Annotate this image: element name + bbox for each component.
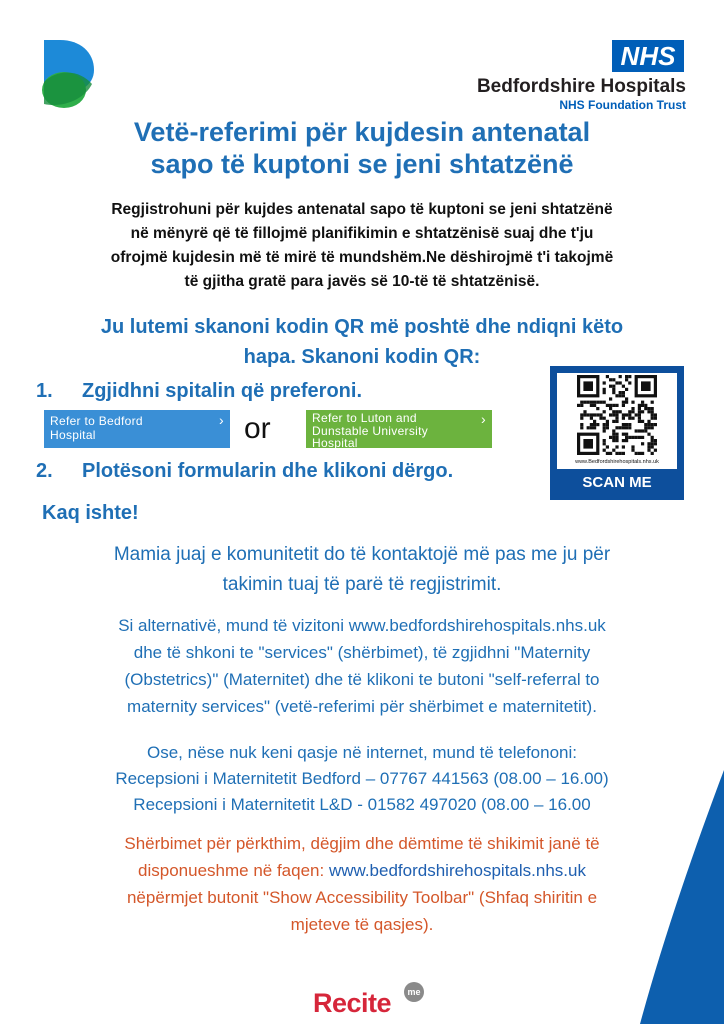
intro-text xyxy=(36,198,688,294)
step-1 xyxy=(36,380,362,403)
para2-line-4: maternity services" (vetë-referimi për shërbimet e maternitetit). xyxy=(127,697,597,716)
scan-heading-line-2: hapa. Skanoni kodin QR: xyxy=(243,346,481,368)
chevron-right-icon: › xyxy=(481,411,486,427)
alternative-website-text xyxy=(30,612,694,720)
scan-heading-line-1: Ju lutemi skanoni kodin QR më poshtë dhe ndiqni këto xyxy=(100,316,624,338)
para2-line-3: (Obstetrics)" (Maternitet) dhe të klikoni te butoni "self-referral to xyxy=(124,670,600,689)
recite-me-badge: me xyxy=(404,982,424,1002)
page-title xyxy=(40,116,684,180)
bedford-phone: Recepsioni i Maternitetit Bedford – 07767 441563 (08.00 – 16.00) xyxy=(115,769,609,788)
step-2-number: 2. xyxy=(36,460,53,482)
org-name: Bedfordshire Hospitals xyxy=(476,76,686,97)
step-2-text: Plotësoni formularin dhe klikoni dërgo. xyxy=(82,460,454,482)
refer-luton-label-2: Dunstable University xyxy=(312,423,429,438)
scan-me-label: SCAN ME xyxy=(582,474,652,491)
intro-line-1: Regjistrohuni për kujdes antenatal sapo të kuptoni se jeni shtatzënë xyxy=(111,201,613,218)
done-heading: Kaq ishte! xyxy=(42,502,139,524)
para1-line-2: takimin tuaj të parë të regjistrimit. xyxy=(222,574,502,595)
step-2 xyxy=(36,460,453,483)
refer-bedford-label-2: Hospital xyxy=(50,428,96,442)
para4-line-2 xyxy=(30,857,694,884)
nhs-logo: NHS xyxy=(612,40,684,72)
chevron-right-icon: › xyxy=(219,412,224,428)
para4-line-2-text: disponueshme në faqen: xyxy=(138,861,329,880)
title-line-2: sapo të kuptoni se jeni shtatzënë xyxy=(150,149,574,179)
midwife-contact-text xyxy=(30,540,694,600)
refer-bedford-label-1: Refer to Bedford xyxy=(50,414,143,428)
refer-luton-label-1: Refer to Luton and xyxy=(312,411,417,425)
para4-line-4: mjeteve të qasjes). xyxy=(290,915,434,934)
phone-contact-text xyxy=(30,740,694,818)
intro-line-2: në mënyrë që të fillojmë planifikimin e shtatzënisë suaj dhe t'ju xyxy=(130,225,594,242)
refer-luton-button[interactable] xyxy=(306,410,492,448)
title-line-1: Vetë-referimi për kujdesin antenatal xyxy=(133,117,591,147)
qr-code-panel[interactable] xyxy=(550,366,684,500)
refer-luton-label-3: Hospital xyxy=(312,436,358,450)
qr-code xyxy=(557,373,677,469)
website-link[interactable]: www.bedfordshirehospitals.nhs.uk xyxy=(328,861,586,880)
or-separator: or xyxy=(244,412,271,445)
ld-phone: Recepsioni i Maternitetit L&D - 01582 497020 (08.00 – 16.00 xyxy=(133,795,591,814)
intro-line-3: ofrojmë kujdesin më të mirë të mundshëm.Ne dëshirojmë t'i takojmë xyxy=(110,249,614,266)
step-1-text: Zgjidhni spitalin që preferoni. xyxy=(82,380,363,402)
accessibility-text xyxy=(30,830,694,938)
para1-line-1: Mamia juaj e komunitetit do të kontaktojë më pas me ju për xyxy=(113,544,611,565)
step-1-number: 1. xyxy=(36,380,53,402)
recite-me-logo: Recite xyxy=(313,988,392,1018)
qr-caption: www.Bedfordshirehospitals.nhs.uk xyxy=(575,459,659,465)
para3-line-1: Ose, nëse nuk keni qasje në internet, mund të telefononi: xyxy=(147,743,577,762)
refer-bedford-button[interactable] xyxy=(44,410,230,448)
qr-code-icon xyxy=(557,373,677,459)
intro-line-4: të gjitha gratë para javës së 10-të të shtatzënisë. xyxy=(184,273,540,290)
org-subtitle: NHS Foundation Trust xyxy=(559,98,686,112)
para2-line-1: Si alternativë, mund të vizitoni www.bedfordshirehospitals.nhs.uk xyxy=(118,616,606,635)
para4-line-1: Shërbimet për përkthim, dëgjim dhe dëmtime të shikimit janë të xyxy=(124,834,600,853)
para2-line-2: dhe të shkoni te "services" (shërbimet), të zgjidhni "Maternity xyxy=(133,643,591,662)
scan-heading xyxy=(30,312,694,372)
bedfordshire-logo-icon xyxy=(40,38,96,110)
para4-line-3: nëpërmjet butonit "Show Accessibility Toolbar" (Shfaq shiritin e xyxy=(126,888,598,907)
